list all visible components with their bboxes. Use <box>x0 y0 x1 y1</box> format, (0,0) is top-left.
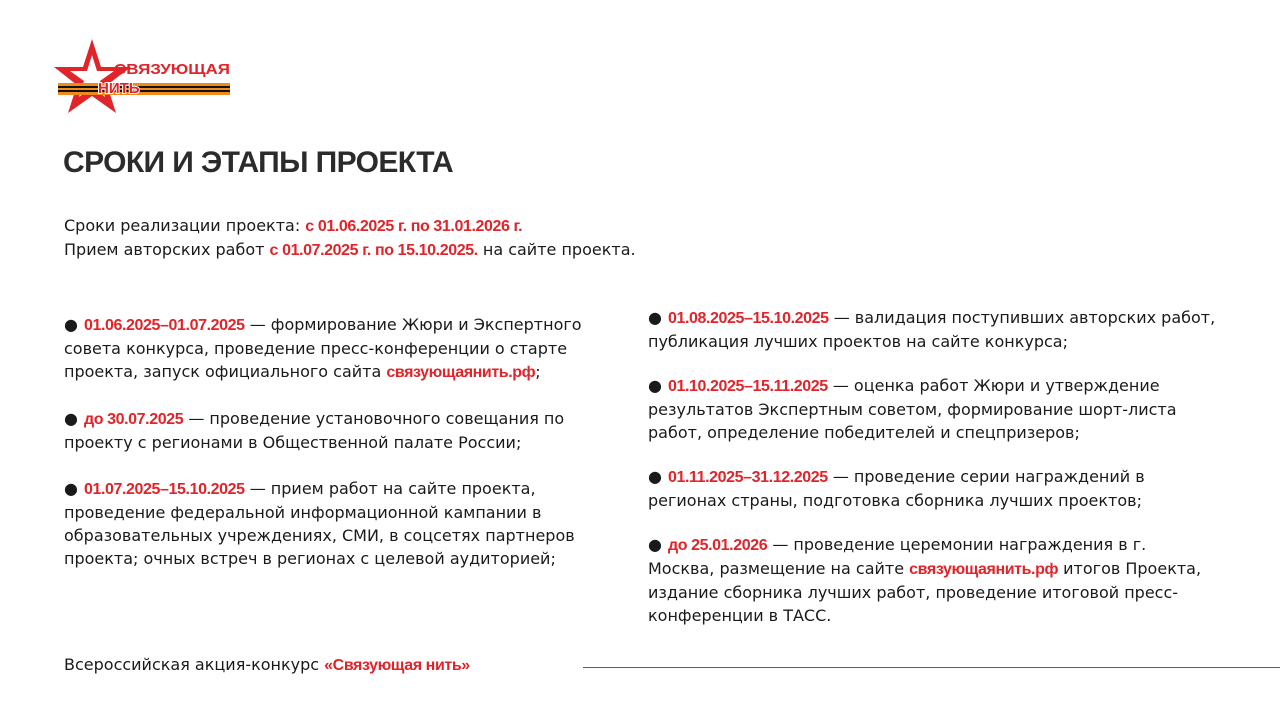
stage-item <box>648 533 1216 627</box>
stages-right-column <box>648 306 1216 648</box>
stage-date: до 25.01.2026 <box>667 537 768 554</box>
stage-text: — валидация поступивших авторских работ, публикация лучших проектов на сайте конкурса; <box>648 308 1216 351</box>
footer-divider <box>583 667 1280 668</box>
stages-left-column <box>64 313 619 593</box>
footer-label: Всероссийская акция-конкурс <box>64 655 325 674</box>
stage-date: 01.10.2025–15.11.2025 <box>667 378 828 395</box>
stage-item <box>648 374 1216 444</box>
bullet-icon: ● <box>64 315 78 334</box>
footer-brand: «Связующая нить» <box>324 657 470 674</box>
stage-date: 01.08.2025–15.10.2025 <box>667 310 829 327</box>
stage-item <box>64 407 619 454</box>
stage-text: — прием работ на сайте проекта, проведение федеральной информационной кампании в образовательных учреждениях, СМИ, в соцсетях партнеров проекта; очных встреч в регионах с целевой аудиторией; <box>64 479 575 568</box>
stage-item <box>64 313 619 384</box>
stage-text: — формирование Жюри и Экспертного совета конкурса, проведение пресс-конференции о старте проекта, запуск официального сайта <box>64 315 582 381</box>
bullet-icon: ● <box>648 308 662 327</box>
stage-date: 01.06.2025–01.07.2025 <box>83 317 245 334</box>
submission-period-dates: с 01.07.2025 г. по 15.10.2025. <box>269 242 478 259</box>
site-link[interactable]: связующаянить.рф <box>909 561 1059 578</box>
submission-period-label: Прием авторских работ <box>64 240 270 259</box>
logo-text-line2: НИТЬ <box>98 80 140 97</box>
stage-date: 01.11.2025–31.12.2025 <box>667 469 828 486</box>
stage-item <box>64 477 619 570</box>
logo-text-line1: СВЯЗУЮЩАЯ <box>114 61 230 78</box>
stage-text: — проведение установочного совещания по проекту с регионами в Общественной палате России; <box>64 409 565 452</box>
bullet-icon: ● <box>648 376 662 395</box>
project-period-label: Сроки реализации проекта: <box>64 216 306 235</box>
logo-star-icon <box>54 36 234 118</box>
stage-text-end: итогов Проекта, издание сборника лучших работ, проведение итоговой пресс-конференции в ТАСС. <box>648 559 1202 625</box>
stage-text: — проведение серии награждений в регионах страны, подготовка сборника лучших проектов; <box>648 467 1145 510</box>
logo <box>54 36 234 118</box>
intro-block <box>64 214 636 262</box>
bullet-icon: ● <box>64 479 78 498</box>
project-period-dates: с 01.06.2025 г. по 31.01.2026 г. <box>305 218 523 235</box>
submission-period <box>64 238 636 262</box>
submission-period-suffix: на сайте проекта. <box>477 240 636 259</box>
bullet-icon: ● <box>648 535 662 554</box>
stage-date: 01.07.2025–15.10.2025 <box>83 481 245 498</box>
footer <box>64 653 470 677</box>
stage-text-end: ; <box>535 362 541 381</box>
stage-text: — проведение церемонии награждения в г. Москва, размещение на сайте <box>648 535 1147 578</box>
bullet-icon: ● <box>648 467 662 486</box>
page-title: СРОКИ И ЭТАПЫ ПРОЕКТА <box>63 146 454 179</box>
stage-text: — оценка работ Жюри и утверждение результатов Экспертным советом, формирование шорт-листа работ, определение победителей и спецпризеров; <box>648 376 1177 442</box>
project-period <box>64 214 636 238</box>
bullet-icon: ● <box>64 409 78 428</box>
stage-item <box>648 306 1216 353</box>
stage-date: до 30.07.2025 <box>83 411 184 428</box>
site-link[interactable]: связующаянить.рф <box>386 364 536 381</box>
stage-item <box>648 465 1216 512</box>
